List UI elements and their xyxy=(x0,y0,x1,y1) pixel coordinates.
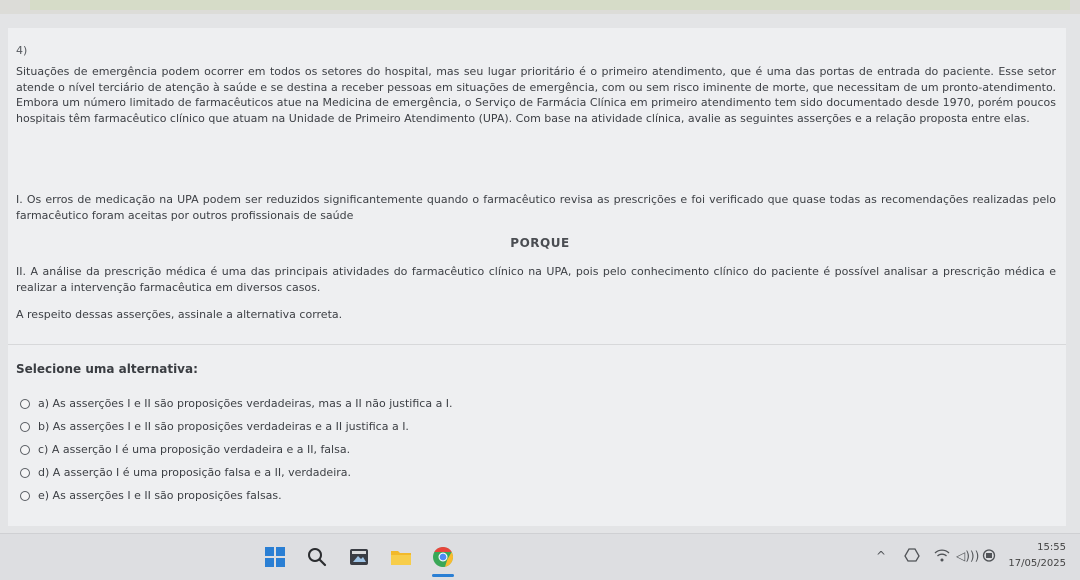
volume-icon[interactable]: ◁))) xyxy=(956,549,980,563)
top-strip-accent xyxy=(30,0,1070,10)
option-c[interactable] xyxy=(20,438,453,461)
battery-icon[interactable] xyxy=(982,549,998,562)
radio-button-d[interactable] xyxy=(20,468,30,478)
top-strip xyxy=(0,0,1080,14)
option-b-label: b) As asserções I e II são proposições verdadeiras e a II justifica a I. xyxy=(38,420,409,433)
google-drive-icon[interactable] xyxy=(904,548,920,562)
chrome-icon[interactable] xyxy=(432,546,454,568)
active-app-indicator xyxy=(432,574,454,577)
chevron-up-icon[interactable]: ^ xyxy=(876,549,887,563)
wifi-icon[interactable] xyxy=(934,549,950,562)
alternatives-list xyxy=(20,392,453,507)
instruction-text: A respeito dessas asserções, assinale a alternativa correta. xyxy=(16,308,343,321)
assertion-2: II. A análise da prescrição médica é uma das principais atividades do farmacêutico clínico na UPA, pois pelo conhecimento clínico do paciente é possível analisar a prescrição médica e realizar a intervenção farmacêutica em diversos casos. xyxy=(16,265,1056,294)
option-e-label: e) As asserções I e II são proposições falsas. xyxy=(38,489,282,502)
select-alternative-title: Selecione uma alternativa: xyxy=(16,362,198,376)
option-c-label: c) A asserção I é uma proposição verdadeira e a II, falsa. xyxy=(38,443,351,456)
taskbar xyxy=(0,533,1080,580)
file-explorer-icon[interactable] xyxy=(390,546,412,568)
option-d-label: d) A asserção I é uma proposição falsa e a II, verdadeira. xyxy=(38,466,352,479)
divider xyxy=(8,344,1066,345)
radio-button-c[interactable] xyxy=(20,445,30,455)
assertion-1: I. Os erros de medicação na UPA podem ser reduzidos significantemente quando o farmacêutico revisa as prescrições e foi verificado que quase todas as recomendações realizadas pelo farmacêutico foram aceitas por outros profissionais de saúde xyxy=(16,193,1056,222)
radio-button-a[interactable] xyxy=(20,399,30,409)
option-a[interactable] xyxy=(20,392,453,415)
radio-button-b[interactable] xyxy=(20,422,30,432)
question-intro: Situações de emergência podem ocorrer em todos os setores do hospital, mas seu lugar prioritário é o primeiro atendimento, que é uma das portas de entrada do paciente. Esse setor atende o nível terciário de atenção à saúde e se destina a receber pessoas em situações de emergência, com ou sem risco iminente de morte, que necessitam de um pronto-atendimento. Embora um número limitado de farmacêuticos atue na Medicina de emergência, o Serviço de Farmácia Clínica em primeiro atendimento tem sido documentado desde 1970, porém poucos hospitais têm farmacêutico clínico que atuam na Unidade de Primeiro Atendimento (UPA). Com base na atividade clínica, avalie as seguintes asserções e a relação proposta entre elas. xyxy=(16,65,1056,125)
question-number: 4) xyxy=(16,44,28,57)
option-d[interactable] xyxy=(20,461,453,484)
clock[interactable] xyxy=(1008,540,1066,572)
news-icon[interactable] xyxy=(348,546,370,568)
porque-connector: PORQUE xyxy=(510,236,570,250)
windows-start-icon[interactable] xyxy=(264,546,286,568)
option-b[interactable] xyxy=(20,415,453,438)
radio-button-e[interactable] xyxy=(20,491,30,501)
option-a-label: a) As asserções I e II são proposições verdadeiras, mas a II não justifica a I. xyxy=(38,397,453,410)
search-icon[interactable] xyxy=(306,546,328,568)
clock-date: 17/05/2025 xyxy=(1008,558,1066,569)
clock-time: 15:55 xyxy=(1037,542,1066,553)
option-e[interactable] xyxy=(20,484,453,507)
